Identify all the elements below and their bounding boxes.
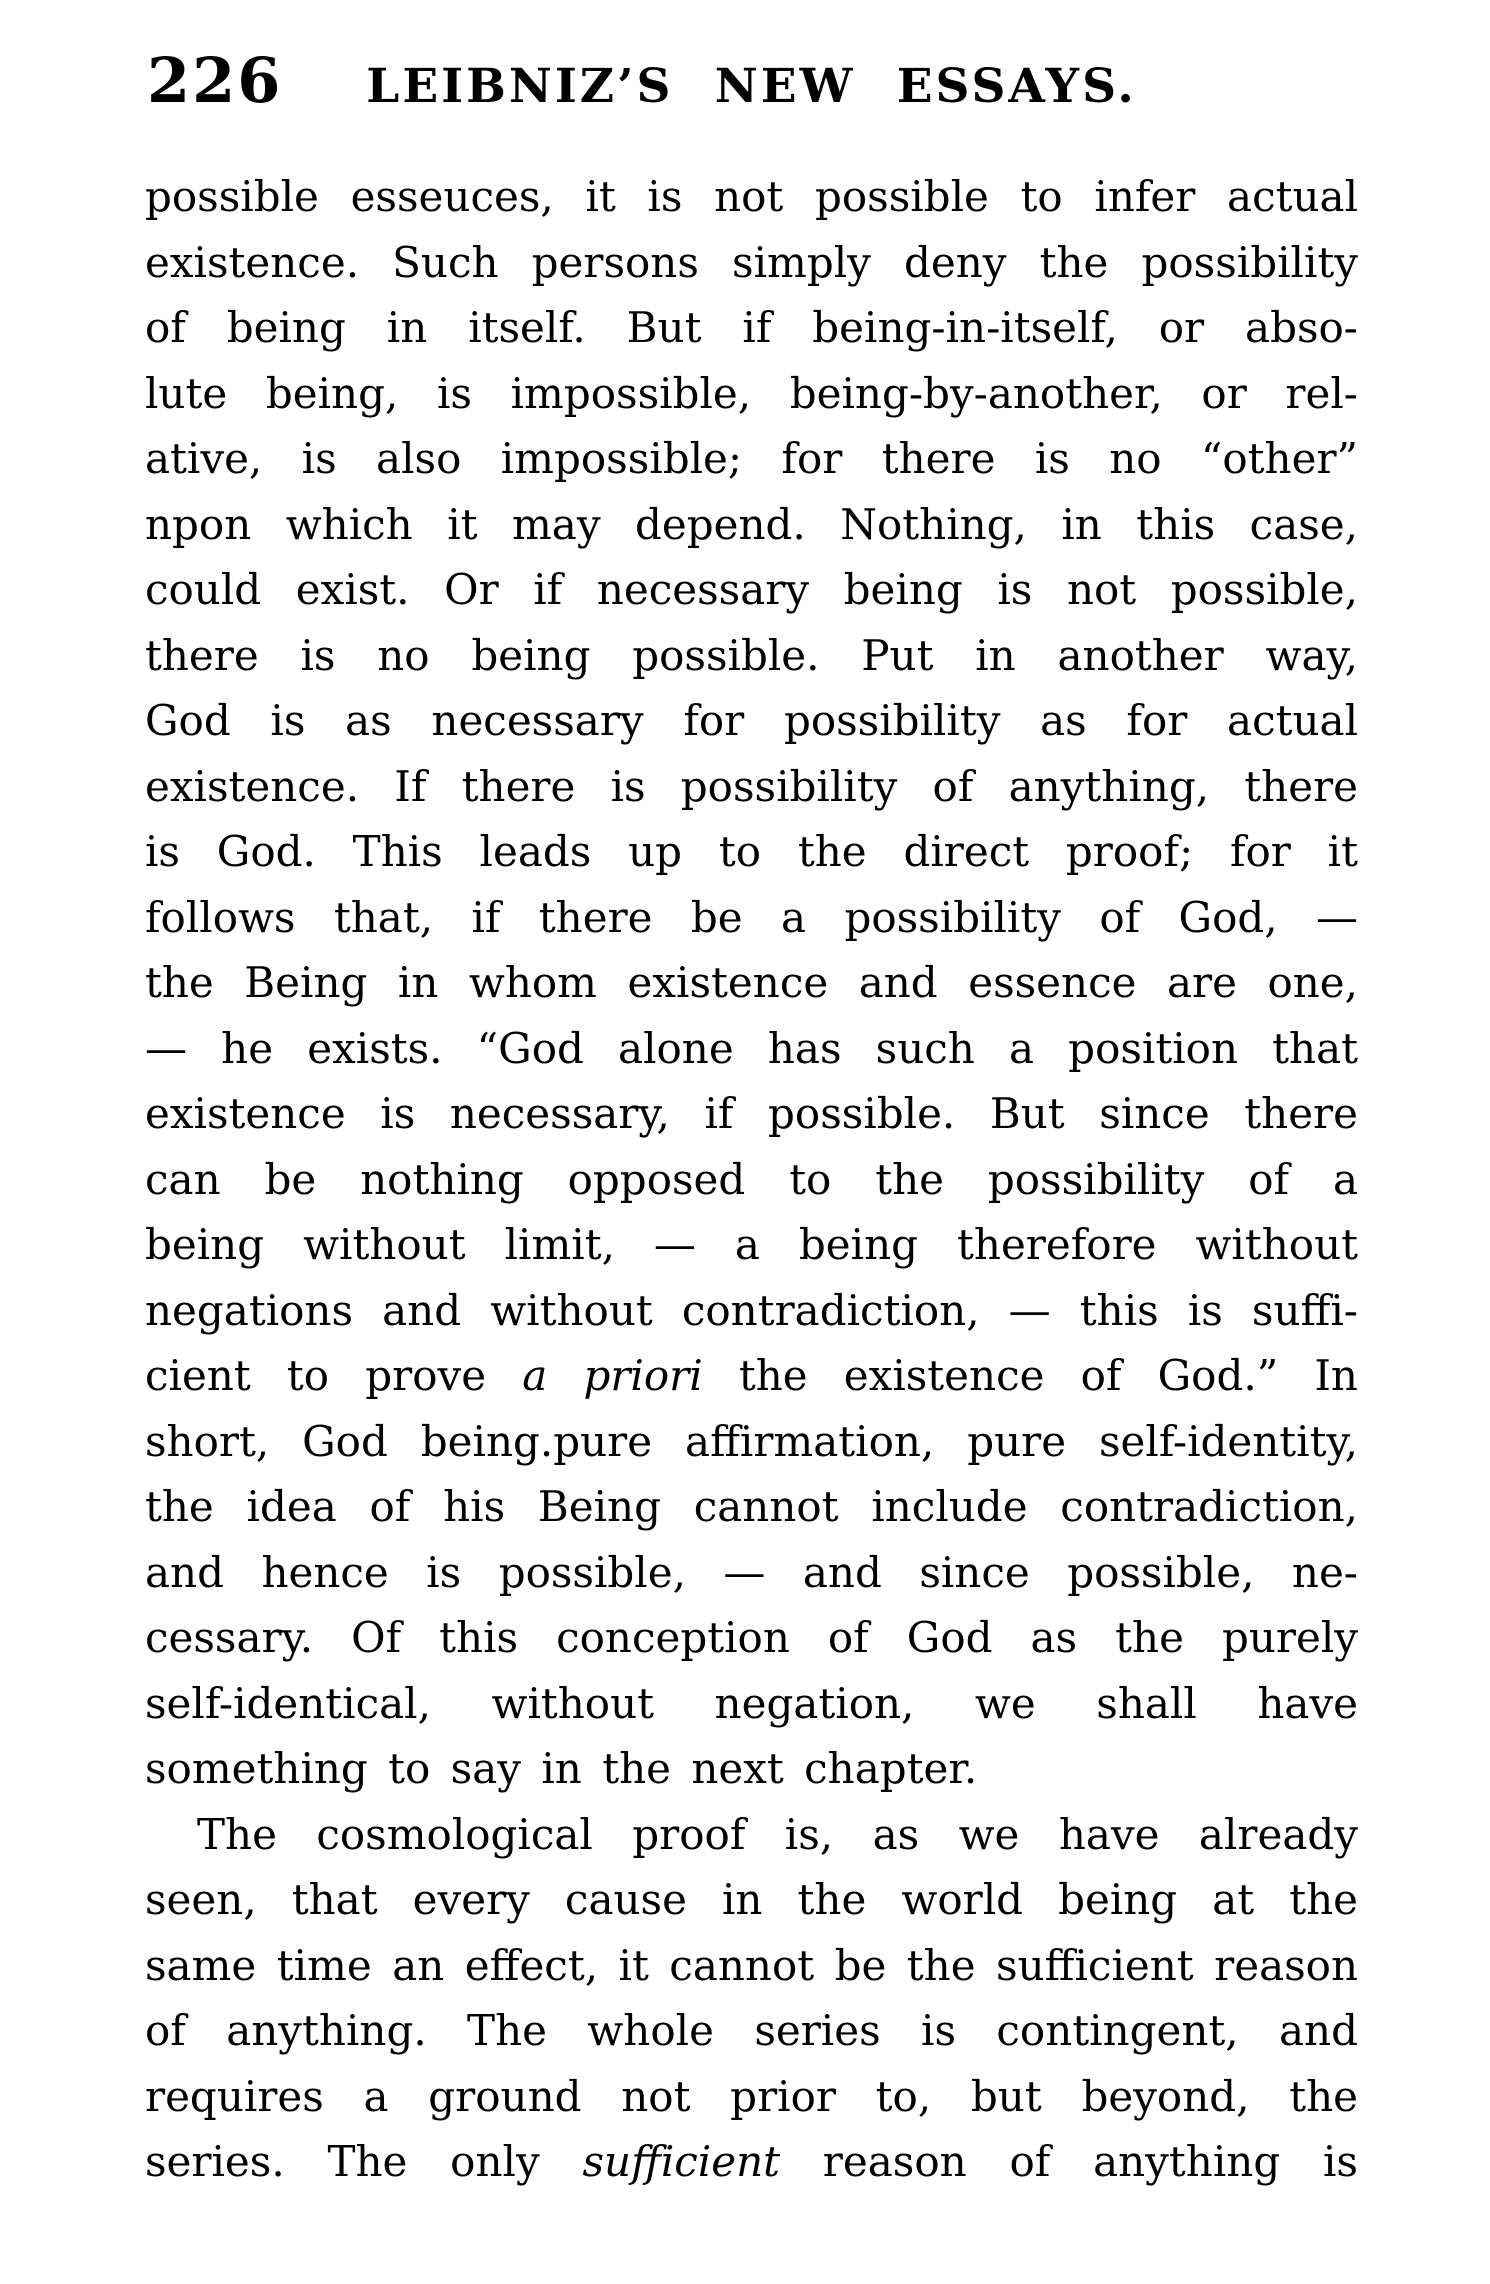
text-run: series. The only xyxy=(145,2137,583,2186)
text-line xyxy=(145,1605,1358,1671)
text-line xyxy=(145,1998,1358,2064)
text-run: possible esseuces, it is not possible to infer actual xyxy=(145,172,1358,221)
text-run: short, God being.pure affirmation, pure self-identity, xyxy=(145,1416,1358,1466)
text-line xyxy=(145,950,1358,1016)
page-number: 226 xyxy=(147,44,283,117)
text-run: being without limit, — a being therefore without xyxy=(145,1220,1358,1269)
text-line xyxy=(145,2064,1358,2130)
text-line xyxy=(145,1016,1358,1082)
text-run: requires a ground not prior to, but beyond, the xyxy=(145,2071,1358,2121)
text-run: cient to prove xyxy=(145,1351,523,1400)
text-line xyxy=(145,1671,1358,1737)
text-line xyxy=(145,688,1358,754)
text-line xyxy=(145,492,1358,558)
running-title: LEIBNIZ’S NEW ESSAYS. xyxy=(366,59,1137,114)
text-run: — he exists. “God alone has such a position that xyxy=(145,1023,1358,1073)
text-run: the existence of God.” In xyxy=(702,1351,1358,1400)
text-run: can be nothing opposed to the possibility of a xyxy=(145,1154,1358,1204)
text-line xyxy=(145,230,1358,296)
text-run: existence. If there is possibility of anything, there xyxy=(145,761,1358,811)
text-line xyxy=(145,1474,1358,1540)
text-line xyxy=(145,1343,1358,1409)
text-run: The cosmological proof is, as we have already xyxy=(197,1809,1358,1859)
text-line xyxy=(145,1147,1358,1213)
text-run: seen, that every cause in the world being at the xyxy=(145,1875,1358,1924)
text-run: negations and without contradiction, — this is suffi- xyxy=(145,1285,1358,1335)
text-run: of being in itself. But if being-in-itself, or abso- xyxy=(145,303,1358,352)
text-run: could exist. Or if necessary being is not possible, xyxy=(145,565,1358,614)
text-run: ative, is also impossible; for there is no “other” xyxy=(145,434,1358,483)
text-run: cessary. Of this conception of God as the purely xyxy=(145,1613,1358,1662)
text-run: is God. This leads up to the direct proof; for it xyxy=(145,827,1358,876)
text-run: something to say in the next chapter. xyxy=(145,1744,978,1793)
text-line xyxy=(145,426,1358,492)
text-line xyxy=(145,1212,1358,1278)
text-line xyxy=(145,164,1358,230)
text-run: reason of anything is xyxy=(780,2137,1358,2186)
italic-text-run: a priori xyxy=(522,1351,703,1400)
text-line xyxy=(145,295,1358,361)
text-line xyxy=(145,1409,1358,1475)
text-run: of anything. The whole series is contingent, and xyxy=(145,2006,1358,2055)
text-line xyxy=(145,1867,1358,1933)
text-line xyxy=(145,754,1358,820)
text-run: follows that, if there be a possibility of God, — xyxy=(145,892,1358,942)
text-run: npon which it may depend. Nothing, in this case, xyxy=(145,499,1358,549)
text-line xyxy=(145,1933,1358,1999)
text-run: the Being in whom existence and essence are one, xyxy=(145,958,1358,1007)
italic-text-run: sufficient xyxy=(582,2137,781,2186)
text-line xyxy=(145,1081,1358,1147)
text-run: self-identical, without negation, we shall have xyxy=(145,1678,1358,1728)
text-line xyxy=(145,1802,1358,1868)
text-run: existence. Such persons simply deny the possibility xyxy=(145,237,1358,287)
text-run: there is no being possible. Put in another way, xyxy=(145,630,1358,680)
text-line xyxy=(145,557,1358,623)
text-line xyxy=(145,361,1358,427)
text-line xyxy=(145,1278,1358,1344)
text-run: lute being, is impossible, being-by-another, or rel- xyxy=(145,368,1358,418)
text-run: same time an effect, it cannot be the sufficient reason xyxy=(145,1940,1358,1990)
text-line xyxy=(145,819,1358,885)
text-line xyxy=(145,623,1358,689)
text-run: the idea of his Being cannot include contradiction, xyxy=(145,1482,1358,1531)
text-run: God is as necessary for possibility as for actual xyxy=(145,696,1358,745)
text-line xyxy=(145,885,1358,951)
text-block xyxy=(145,164,1358,2195)
text-run: existence is necessary, if possible. But since there xyxy=(145,1089,1358,1138)
page-header xyxy=(0,0,1490,130)
text-line xyxy=(145,1736,1358,1802)
text-line xyxy=(145,1540,1358,1606)
text-line xyxy=(145,2129,1358,2195)
text-run: and hence is possible, — and since possible, ne- xyxy=(145,1547,1358,1597)
